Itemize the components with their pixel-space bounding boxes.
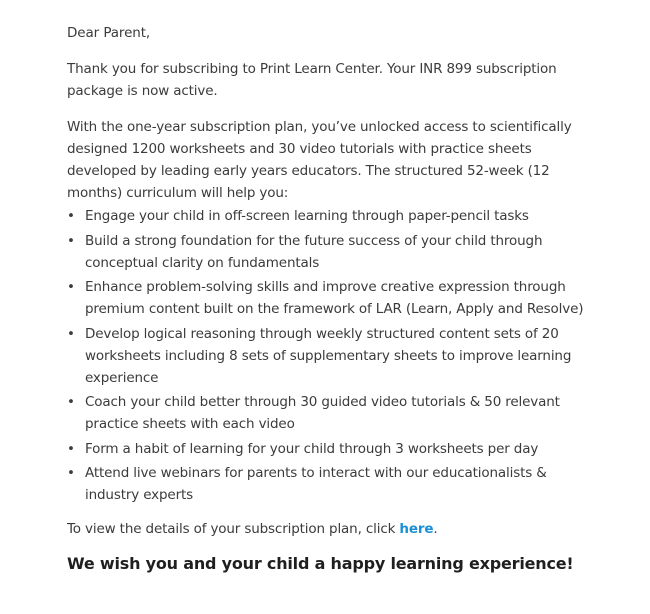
subscription-intro-paragraph: With the one-year subscription plan, you’ve unlocked access to scientifically designed 1200 worksheets and 30 video tutorials with practice sheets developed by leading early years educators. The structured 52-week (12 months) curriculum will help you: [67, 119, 572, 201]
details-suffix: . [433, 521, 438, 537]
benefit-text: Develop logical reasoning through weekly structured content sets of 20 worksheets including 8 sets of supplementary sheets to improve learning experience [85, 325, 572, 386]
bullet-icon: • [67, 208, 75, 224]
benefit-text: Build a strong foundation for the future success of your child through conceptual clarity on fundamentals [85, 232, 543, 271]
subscription-details-line [67, 518, 610, 540]
thank-you-paragraph: Thank you for subscribing to Print Learn Center. Your INR 899 subscription package is now active. [67, 61, 557, 99]
benefit-text: Attend live webinars for parents to interact with our educationalists & industry experts [85, 465, 547, 503]
closing-message: We wish you and your child a happy learning experience! [67, 554, 574, 573]
bullet-icon: • [67, 325, 75, 342]
benefit-text: Coach your child better through 30 guided video tutorials & 50 relevant practice sheets with each video [85, 394, 560, 432]
list-item [67, 462, 597, 506]
bullet-icon: • [67, 465, 75, 481]
bullet-icon: • [67, 440, 75, 457]
list-item [67, 230, 597, 274]
list-item [67, 391, 597, 435]
benefit-text: Engage your child in off-screen learning through paper-pencil tasks [85, 208, 529, 224]
bullet-icon: • [67, 279, 75, 295]
bullet-icon: • [67, 394, 75, 410]
details-prefix: To view the details of your subscription plan, click [67, 521, 400, 537]
subscription-details-link[interactable]: here [399, 521, 434, 537]
list-item [67, 438, 597, 460]
list-item [67, 276, 597, 320]
benefit-text: Form a habit of learning for your child through 3 worksheets per day [85, 440, 539, 457]
list-item [67, 205, 597, 227]
benefits-list [67, 205, 597, 506]
bullet-icon: • [67, 232, 75, 249]
list-item [67, 323, 597, 389]
greeting: Dear Parent, [67, 25, 151, 41]
benefit-text: Enhance problem-solving skills and improve creative expression through premium content built on the framework of LAR (Learn, Apply and Resolve) [85, 279, 584, 317]
